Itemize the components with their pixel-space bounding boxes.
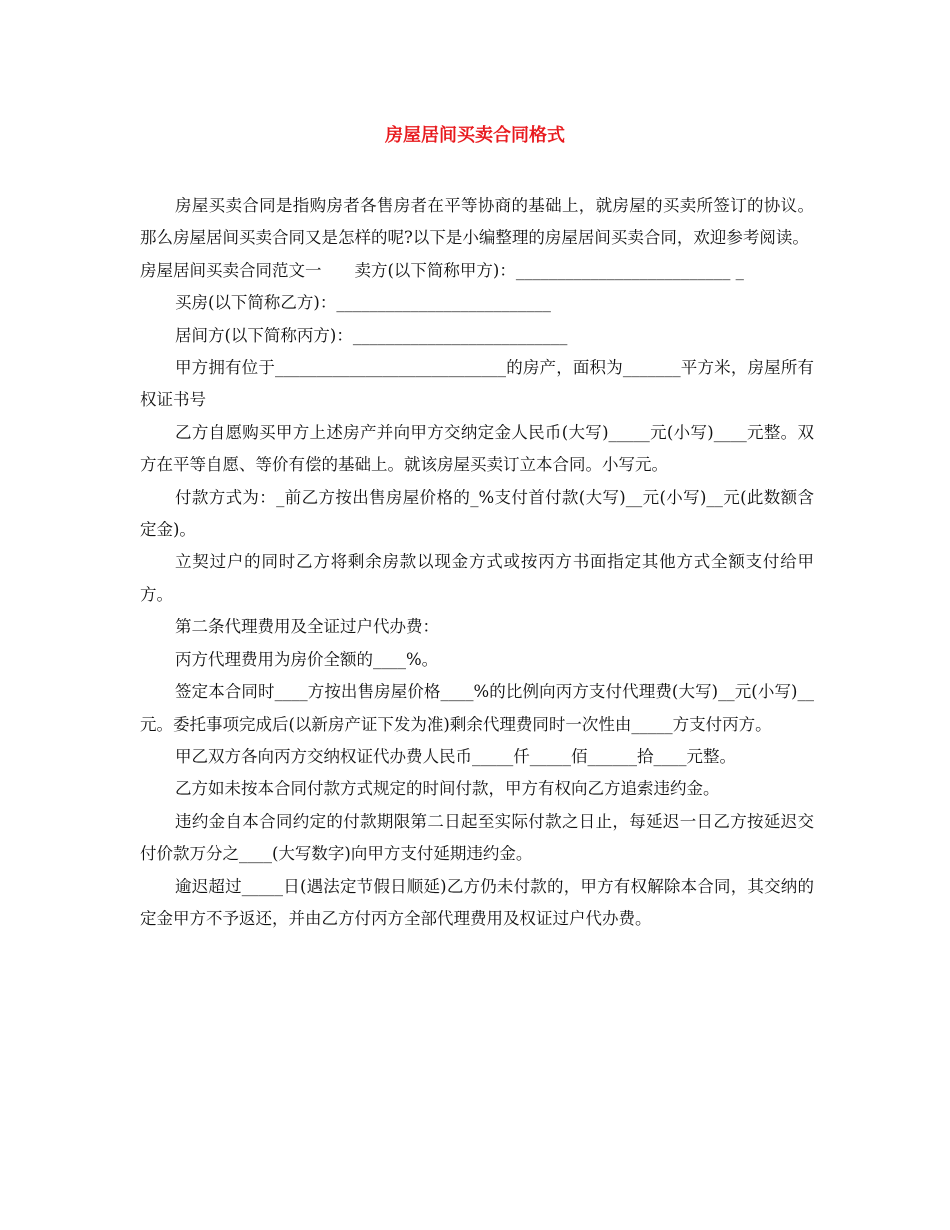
paragraph-property: 甲方拥有位于____________________________的房产，面积为_______平方米，房屋所有权证书号 — [140, 358, 814, 410]
paragraph-parties-seller: 房屋居间买卖合同范文一 卖方(以下简称甲方)：__________________________ _ — [140, 260, 744, 280]
document-title: 房屋居间买卖合同格式 — [385, 125, 565, 146]
paragraph-transfer: 立契过户的同时乙方将剩余房款以现金方式或按丙方书面指定其他方式全额支付给甲方。 — [140, 552, 814, 604]
paragraph-buyer: 买房(以下简称乙方)：__________________________ — [175, 293, 551, 313]
document-body — [140, 190, 814, 935]
paragraph-penalty: 违约金自本合同约定的付款期限第二日起至实际付款之日止，每延迟一日乙方按延迟交付价款万分之____(大写数字)向甲方支付延期违约金。 — [140, 811, 814, 864]
paragraph-agency-fee-rate: 丙方代理费用为房价全额的____%。 — [175, 649, 439, 669]
paragraph-intro: 房屋买卖合同是指购房者各售房者在平等协商的基础上，就房屋的买卖所签订的协议。那么房屋居间买卖合同又是怎样的呢?以下是小编整理的房屋居间买卖合同，欢迎参考阅读。 — [140, 196, 814, 248]
paragraph-payment-method: 付款方式为：_前乙方按出售房屋价格的_%支付首付款(大写)__元(小写)__元(此数额含定金)。 — [140, 487, 814, 540]
paragraph-certificate-fee: 甲乙双方各向丙方交纳权证代办费人民币_____仟_____佰______拾____元整。 — [175, 746, 736, 766]
paragraph-intermediary: 居间方(以下简称丙方)：__________________________ — [175, 325, 568, 345]
paragraph-termination: 逾迟超过_____日(遇法定节假日顺延)乙方仍未付款的，甲方有权解除本合同，其交纳的定金甲方不予返还，并由乙方付丙方全部代理费用及权证过户代办费。 — [140, 876, 814, 928]
paragraph-agency-fee-payment: 签定本合同时____方按出售房屋价格____%的比例向丙方支付代理费(大写)__元(小写)__元。委托事项完成后(以新房产证下发为准)剩余代理费同时一次性由_____方支付丙方。 — [140, 682, 814, 734]
paragraph-deposit: 乙方自愿购买甲方上述房产并向甲方交纳定金人民币(大写)_____元(小写)____元整。双方在平等自愿、等价有偿的基础上。就该房屋买卖订立本合同。小写元。 — [140, 422, 814, 475]
paragraph-late-payment: 乙方如未按本合同付款方式规定的时间付款，甲方有权向乙方追索违约金。 — [175, 779, 720, 799]
paragraph-article-two: 第二条代理费用及全证过户代办费： — [175, 617, 439, 637]
